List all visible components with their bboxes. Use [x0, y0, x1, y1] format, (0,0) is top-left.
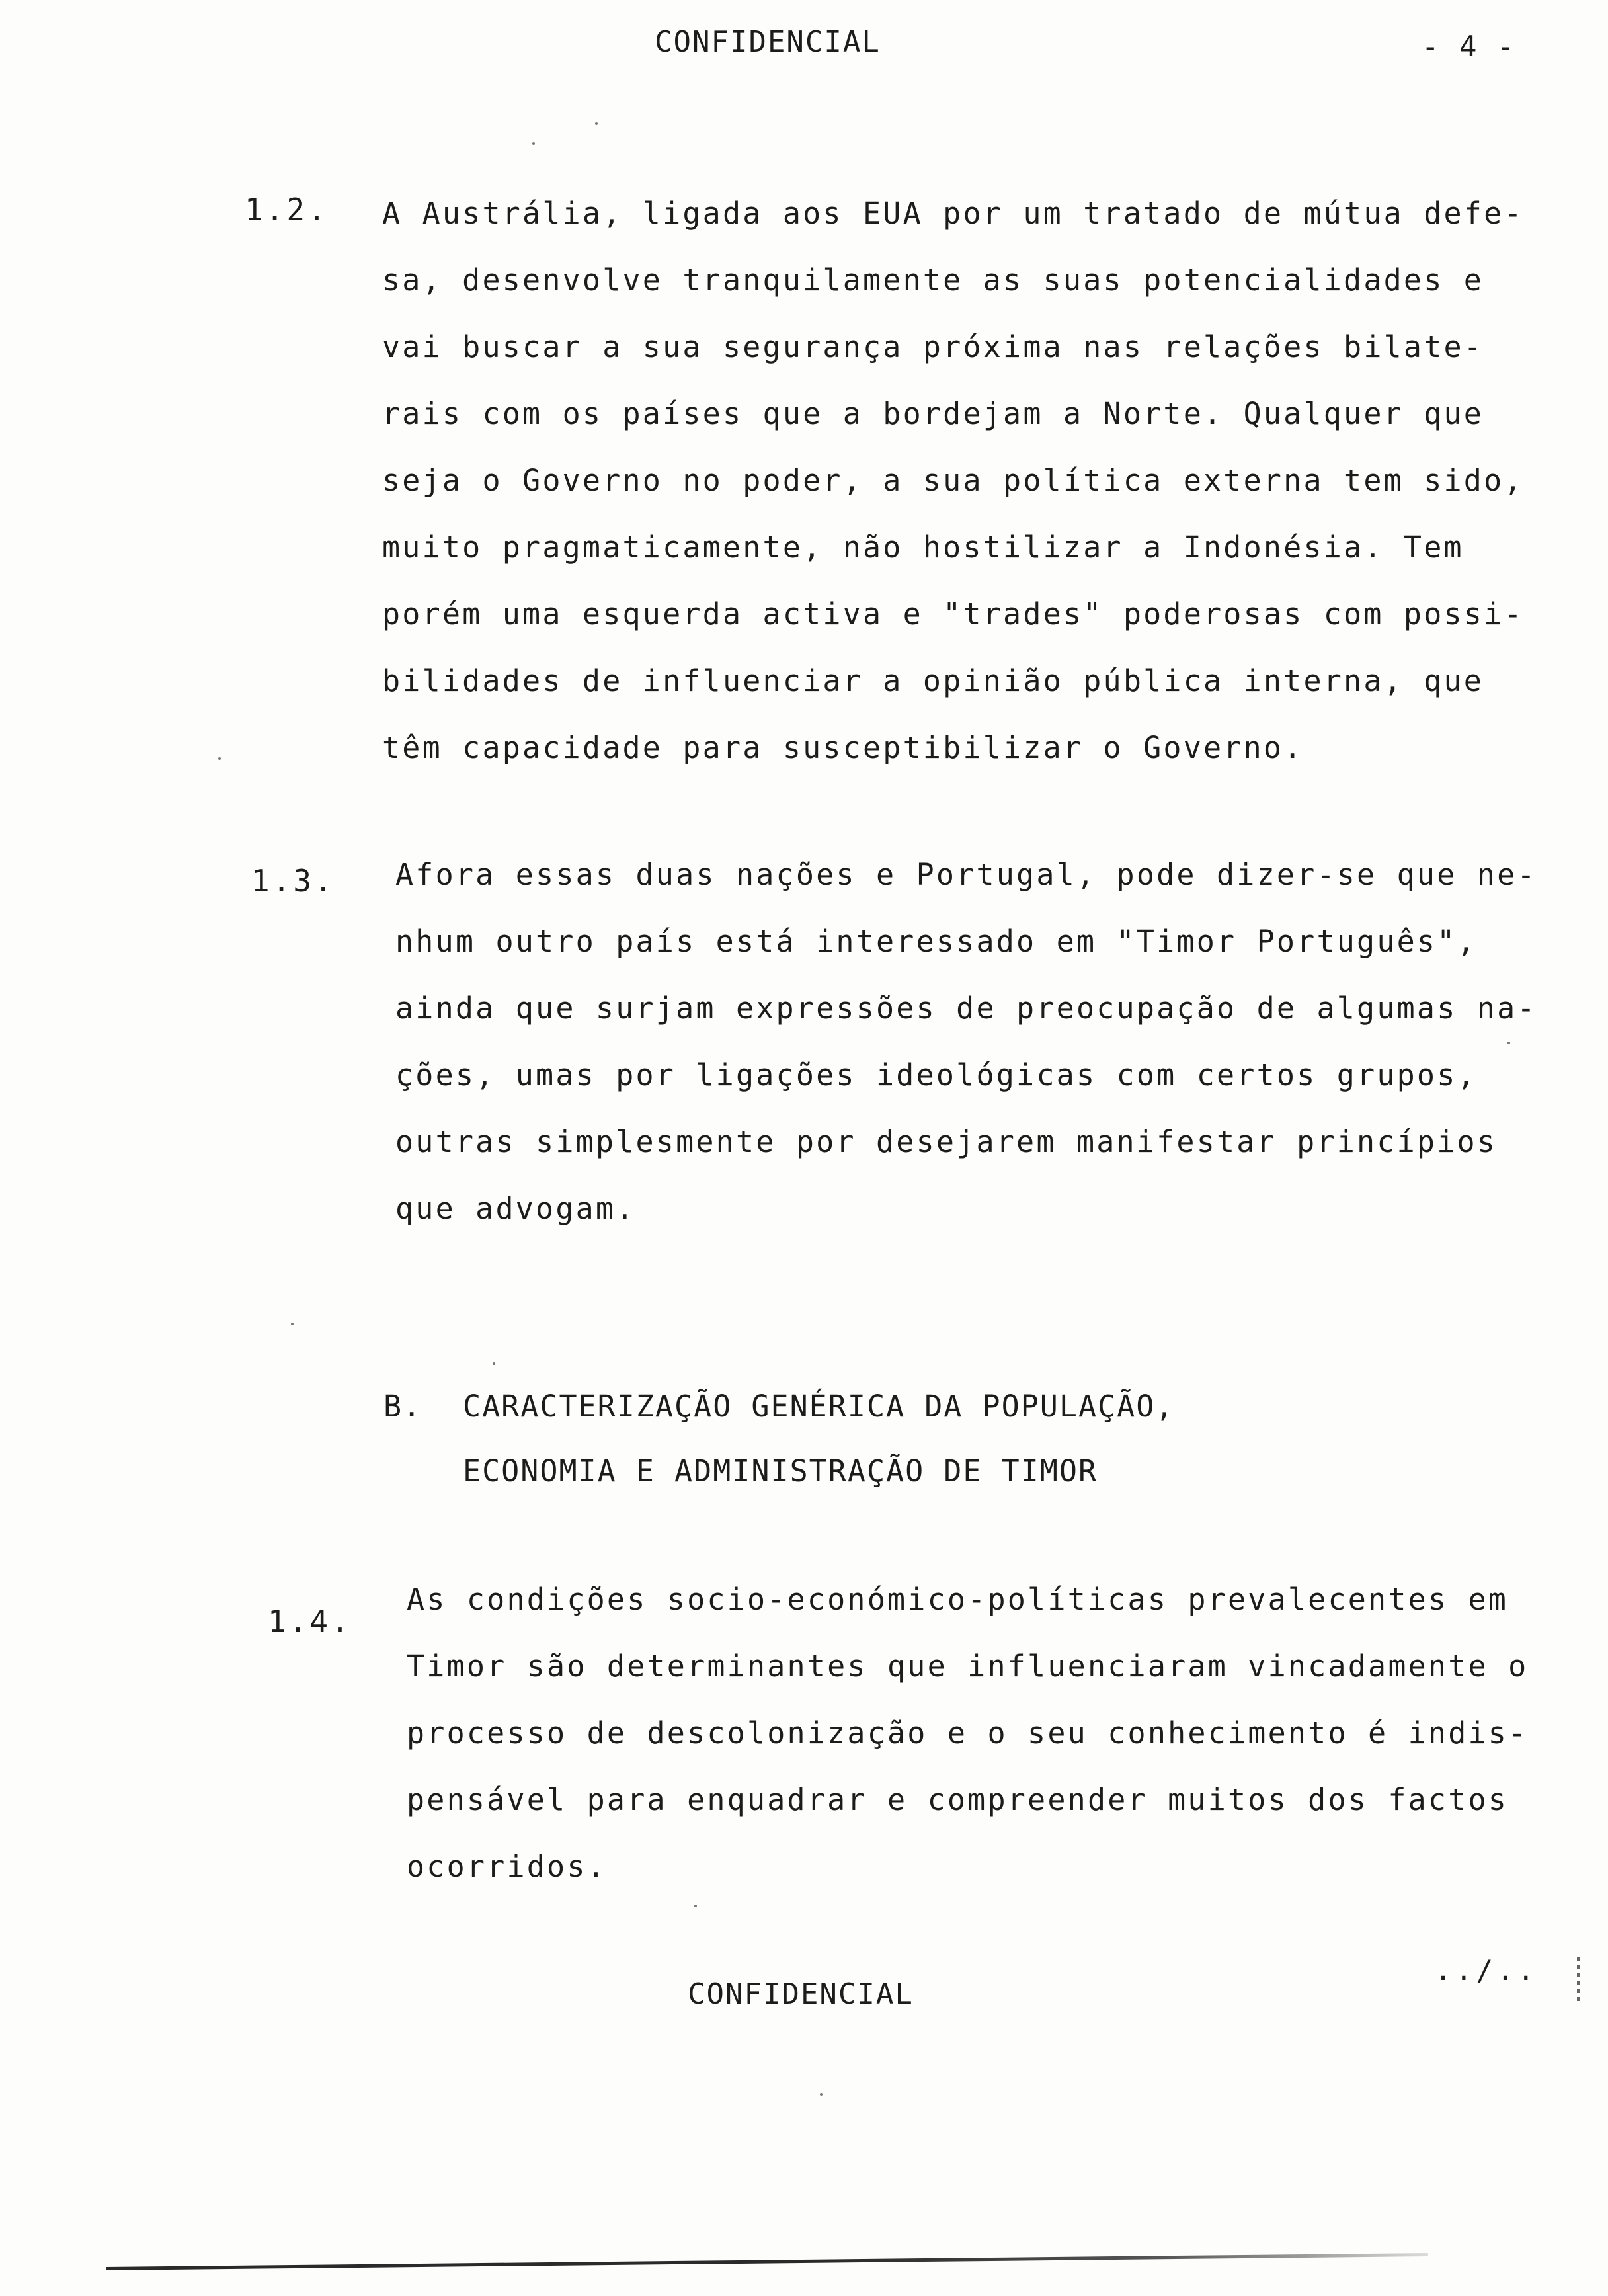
text-line: muito pragmaticamente, não hostilizar a Indonésia. Tem [382, 530, 1464, 565]
text-line: porém uma esquerda activa e "trades" poderosas com possi- [382, 596, 1524, 632]
section-number-1-2: 1.2. [245, 192, 329, 227]
scan-speck [1508, 1042, 1510, 1044]
scan-speck [493, 1362, 495, 1365]
text-line: sa, desenvolve tranquilamente as suas potencialidades e [382, 263, 1484, 298]
scan-speck [218, 757, 221, 760]
text-line: As condições socio-económico-políticas prevalecentes em [407, 1582, 1509, 1617]
section-heading-b [383, 1374, 1174, 1504]
text-line: outras simplesmente por desejarem manifestar princípios [395, 1124, 1498, 1159]
scan-speck [291, 1323, 294, 1325]
text-line: A Austrália, ligada aos EUA por um tratado de mútua defe- [382, 196, 1524, 231]
footer-classification: CONFIDENCIAL [688, 1977, 914, 2011]
header-classification: CONFIDENCIAL [655, 25, 881, 59]
text-line: têm capacidade para susceptibilizar o Governo. [382, 730, 1304, 765]
text-line: ainda que surjam expressões de preocupação de algumas na- [395, 991, 1537, 1026]
paragraph-1-3 [395, 841, 1537, 1242]
continuation-mark: ../.. [1435, 1954, 1539, 1987]
paragraph-1-2 [382, 180, 1524, 781]
scan-speck [595, 122, 598, 125]
text-line: processo de descolonização e o seu conhecimento é indis- [407, 1715, 1529, 1750]
text-line: Afora essas duas nações e Portugal, pode dizer-se que ne- [395, 857, 1537, 892]
text-line: Timor são determinantes que influenciaram vincadamente o [407, 1649, 1529, 1684]
scan-speck [532, 142, 535, 145]
page-number: - 4 - [1422, 30, 1516, 63]
scan-speck [820, 2093, 823, 2096]
text-line: ções, umas por ligações ideológicas com certos grupos, [395, 1057, 1477, 1092]
margin-scan-mark [1577, 1957, 1580, 2004]
scan-speck [694, 1905, 697, 1907]
text-line: rais com os países que a bordejam a Norte. Qualquer que [382, 396, 1484, 431]
text-line: bilidades de influenciar a opinião pública interna, que [382, 663, 1484, 698]
text-line: seja o Governo no poder, a sua política externa tem sido, [382, 463, 1524, 498]
text-line: ocorridos. [407, 1849, 607, 1884]
paragraph-1-4 [407, 1566, 1528, 1900]
heading-line-1: CARACTERIZAÇÃO GENÉRICA DA POPULAÇÃO, [463, 1389, 1175, 1424]
heading-letter: B. [383, 1389, 422, 1424]
text-line: que advogam. [395, 1191, 636, 1226]
bottom-scan-line [106, 2253, 1428, 2270]
heading-line-2: ECONOMIA E ADMINISTRAÇÃO DE TIMOR [463, 1454, 1098, 1489]
text-line: nhum outro país está interessado em "Timor Português", [395, 924, 1477, 959]
section-number-1-4: 1.4. [268, 1604, 352, 1639]
section-number-1-3: 1.3. [251, 863, 335, 899]
text-line: pensável para enquadrar e compreender muitos dos factos [407, 1782, 1509, 1817]
text-line: vai buscar a sua segurança próxima nas relações bilate- [382, 329, 1484, 364]
